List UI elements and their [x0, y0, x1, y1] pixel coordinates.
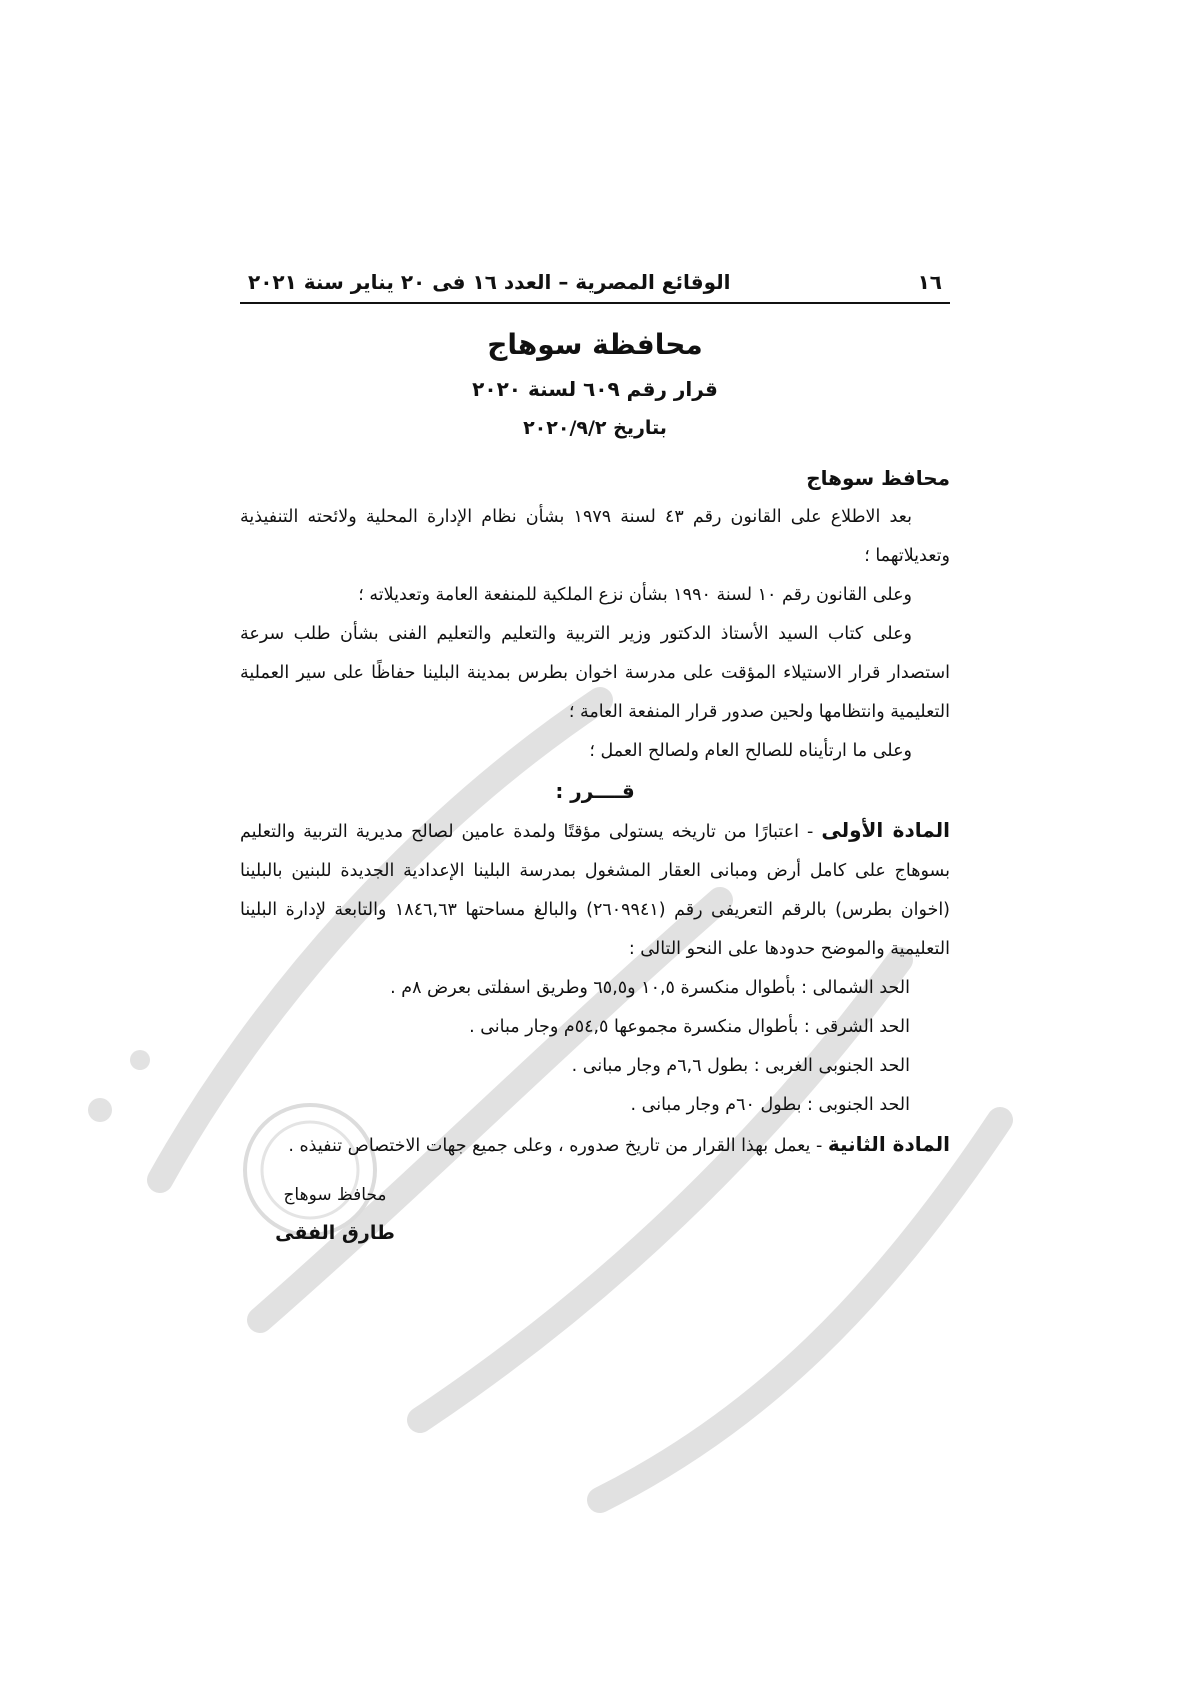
page-number: ١٦: [917, 270, 942, 294]
preamble-paragraph-1: بعد الاطلاع على القانون رقم ٤٣ لسنة ١٩٧٩ بشأن نظام الإدارة المحلية ولائحته التنفيذية وتعديلاتهما ؛: [240, 507, 950, 566]
boundary-south: الحد الجنوبى : بطول ٦٠م وجار مبانى .: [630, 1095, 910, 1115]
article-2-title: المادة الثانية: [827, 1132, 950, 1156]
signature-block: [240, 1176, 430, 1252]
page-header: [240, 270, 950, 304]
decree-number: قرار رقم ٦٠٩ لسنة ٢٠٢٠: [472, 377, 718, 401]
boundary-east: الحد الشرقى : بأطوال منكسرة مجموعها ٥٤,٥م وجار مبانى .: [469, 1017, 910, 1037]
article-1-title: المادة الأولى: [821, 818, 950, 842]
issuer-heading: محافظ سوهاج: [806, 466, 950, 490]
decree-titles: [240, 320, 950, 448]
publication-title: الوقائع المصرية – العدد ١٦ فى ٢٠ يناير سنة ٢٠٢١: [248, 270, 731, 294]
decree-date: بتاريخ ٢٠٢٠/٩/٢: [523, 417, 667, 439]
signature-name: طارق الفقى: [275, 1222, 395, 1244]
preamble-paragraph-3: وعلى كتاب السيد الأستاذ الدكتور وزير التربية والتعليم والتعليم الفنى بشأن طلب سرعة استصدار قرار الاستيلاء المؤقت على مدرسة اخوان بطرس بمدينة البلينا حفاظًا على سير العملية التعليمية وانتظامها ولحين صدور قرار المنفعة العامة ؛: [240, 624, 950, 722]
decree-word: قــــرر :: [555, 779, 635, 803]
boundary-north: الحد الشمالى : بأطوال منكسرة ١٠,٥ و٦٥,٥ وطريق اسفلتى بعرض ٨م .: [390, 978, 910, 998]
article-1: [240, 811, 950, 969]
article-2: [240, 1125, 950, 1166]
article-1-text: - اعتبارًا من تاريخه يستولى مؤقتًا ولمدة عامين لصالح مديرية التربية والتعليم بسوهاج على كامل أرض ومبانى العقار المشغول بمدرسة البلينا الإعدادية الجديدة للبنين بالبلينا (اخوان بطرس) بالرقم التعريفى رقم (٢٦٠٩٩٤١) والبالغ مساحتها ١٨٤٦,٦٣ والتابعة لإدارة البلينا التعليمية والموضح حدودها على النحو التالى :: [240, 822, 951, 959]
signature-title: محافظ سوهاج: [283, 1185, 387, 1205]
article-2-text: - يعمل بهذا القرار من تاريخ صدوره ، وعلى جميع جهات الاختصاص تنفيذه .: [288, 1136, 828, 1156]
gazette-page: [240, 270, 950, 1252]
authority-title: محافظة سوهاج: [487, 328, 703, 361]
boundary-southwest: الحد الجنوبى الغربى : بطول ٦,٦م وجار مبانى .: [571, 1056, 910, 1076]
preamble-paragraph-4: وعلى ما ارتأيناه للصالح العام ولصالح العمل ؛: [589, 741, 912, 761]
preamble-paragraph-2: وعلى القانون رقم ١٠ لسنة ١٩٩٠ بشأن نزع الملكية للمنفعة العامة وتعديلاته ؛: [358, 585, 912, 605]
